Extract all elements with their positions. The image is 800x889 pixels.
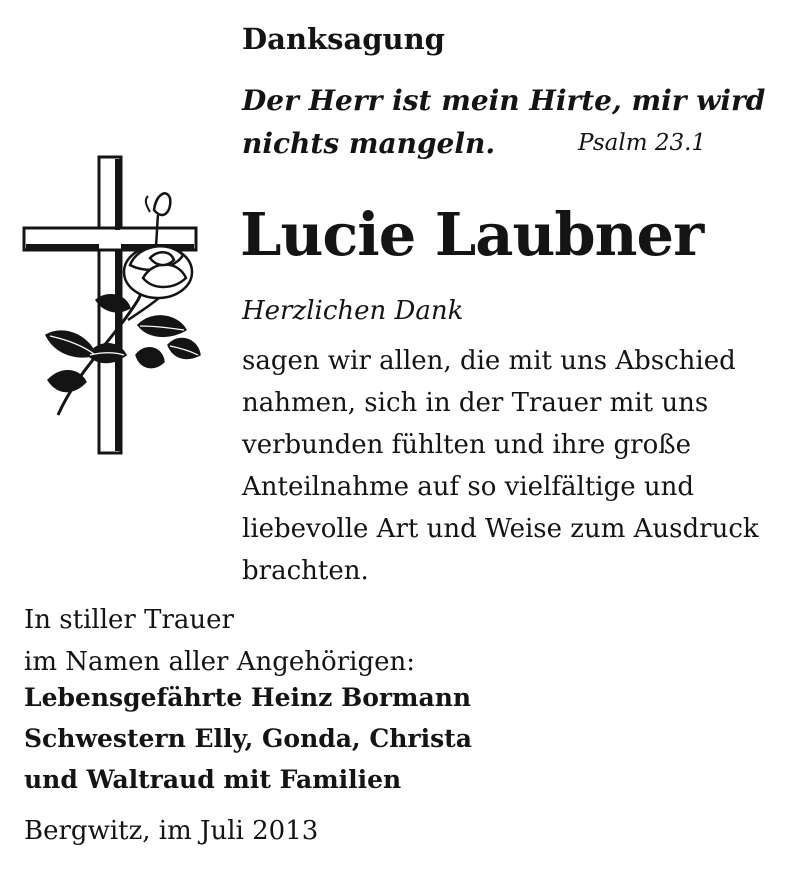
verse-reference: Psalm 23.1 bbox=[578, 130, 707, 156]
thanks-line: sagen wir allen, die mit uns Abschied bbox=[242, 346, 736, 376]
signer-line: und Waltraud mit Familien bbox=[24, 765, 402, 794]
notice-heading: Danksagung bbox=[242, 22, 445, 56]
signer-line: Schwestern Elly, Gonda, Christa bbox=[24, 724, 472, 753]
thanks-line: brachten. bbox=[242, 556, 369, 586]
deceased-name: Lucie Laubner bbox=[240, 200, 704, 269]
signer-line: Lebensgefährte Heinz Bormann bbox=[24, 683, 472, 712]
verse-line-1: Der Herr ist mein Hirte, mir wird bbox=[242, 84, 766, 117]
signers-block bbox=[24, 677, 472, 800]
thanks-intro: Herzlichen Dank bbox=[242, 296, 464, 326]
thanks-line: Anteilnahme auf so vielfältige und bbox=[242, 472, 695, 502]
cross-rose-icon bbox=[18, 150, 208, 460]
thanks-line: liebevolle Art und Weise zum Ausdruck bbox=[242, 514, 759, 544]
mourning-line-2: im Namen aller Angehörigen: bbox=[24, 647, 415, 677]
thanks-line: verbunden fühlten und ihre große bbox=[242, 430, 691, 460]
place-date: Bergwitz, im Juli 2013 bbox=[24, 816, 319, 846]
thanks-body bbox=[242, 340, 759, 592]
mourning-line-1: In stiller Trauer bbox=[24, 605, 234, 635]
verse-line-2: nichts mangeln. bbox=[242, 127, 496, 160]
thanks-line: nahmen, sich in der Trauer mit uns bbox=[242, 388, 709, 418]
mourning-block bbox=[24, 599, 415, 683]
